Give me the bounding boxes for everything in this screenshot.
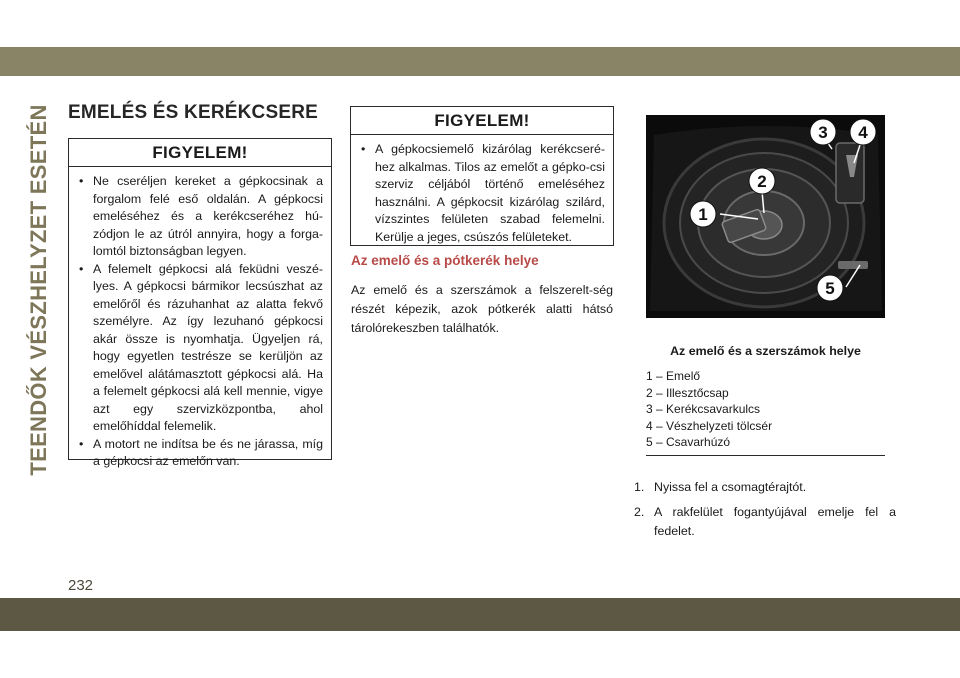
step-text: Nyissa fel a csomagtérajtót. <box>654 480 807 494</box>
warning-item: • A felemelt gépkocsi alá feküdni veszé-lyes. A gépkocsi bármikor lecsúszhat az emelőről és rázuhanhat az alatta fekvő személyre. Az így lezuhanó gépkocsi akár össze is nyomhatja. Ügyeljen rá, hogy egyetlen testrésze se kerüljön az emelővel alátámasztott gépkocsi alá. Ha a felemelt gépkocsi alá kell mennie, vigye azt egy szervizközpontba, ahol emelőhíddal felemelik. <box>79 261 323 436</box>
warning-item: • Ne cseréljen kereket a gépkocsinak a forgalom felé eső oldalán. A gépkocsi emeléséhez és a kerékcseréhez hú-zódjon le az útról annyira, hogy a forga-lomtól biztonságban legyen. <box>79 173 323 261</box>
step-number: 2. <box>634 505 645 519</box>
callout-5: 5 <box>825 279 835 298</box>
warning-box-1 <box>68 138 332 468</box>
legend-item: 4 – Vészhelyzeti tölcsér <box>646 418 773 433</box>
jack-location-text: Az emelő és a szerszámok a felszerelt-ség részét képezik, azok pótkerék alatti hátsó tárolórekeszben találhatók. <box>351 283 613 335</box>
warning-box-2 <box>350 106 614 246</box>
callout-2: 2 <box>757 172 767 191</box>
callout-3: 3 <box>818 123 828 142</box>
section-heading: EMELÉS ÉS KERÉKCSERE <box>68 102 318 123</box>
warning-item: • A motort ne indítsa be és ne járassa, míg a gépkocsi az emelőn van. <box>79 436 323 471</box>
figure-legend <box>646 368 885 456</box>
step-number: 1. <box>634 480 645 494</box>
warning-title-2: FIGYELEM! <box>351 107 613 135</box>
page-number: 232 <box>68 577 94 594</box>
warning-list-1 <box>69 167 331 471</box>
step-item <box>634 478 896 497</box>
callout-1: 1 <box>698 205 708 224</box>
warning-title-1: FIGYELEM! <box>69 139 331 167</box>
top-band <box>0 47 960 76</box>
step-text: A rakfelület fogantyújával emelje fel a fedelet. <box>654 505 896 538</box>
step-item <box>634 503 896 541</box>
jack-location-subheading: Az emelő és a pótkerék helye <box>351 253 539 268</box>
side-section-title: TEENDŐK VÉSZHELYZET ESETÉN <box>26 104 51 476</box>
steps-list <box>634 478 896 547</box>
bottom-band <box>0 598 960 631</box>
warning-list-2 <box>351 135 613 246</box>
legend-item: 2 – Illesztőcsap <box>646 385 729 400</box>
spare-wheel-illustration <box>646 115 885 318</box>
legend-item: 1 – Emelő <box>646 369 701 383</box>
figure-caption: Az emelő és a szerszámok helye <box>670 344 861 358</box>
legend-item: 3 – Kerékcsavarkulcs <box>646 402 761 417</box>
legend-item: 5 – Csavarhúzó <box>646 435 731 450</box>
callout-4: 4 <box>858 123 868 142</box>
warning-item: • A gépkocsiemelő kizárólag kerékcseré-hez alkalmas. Tilos az emelőt a gépko-csi szerviz céljából történő emeléséhez használni. A gépkocsit kizárólag szilárd, vízszintes felületen szabad felemelni. Kerülje a jeges, csúszós felületeket. <box>361 141 605 246</box>
spare-wheel-photo <box>646 115 885 318</box>
